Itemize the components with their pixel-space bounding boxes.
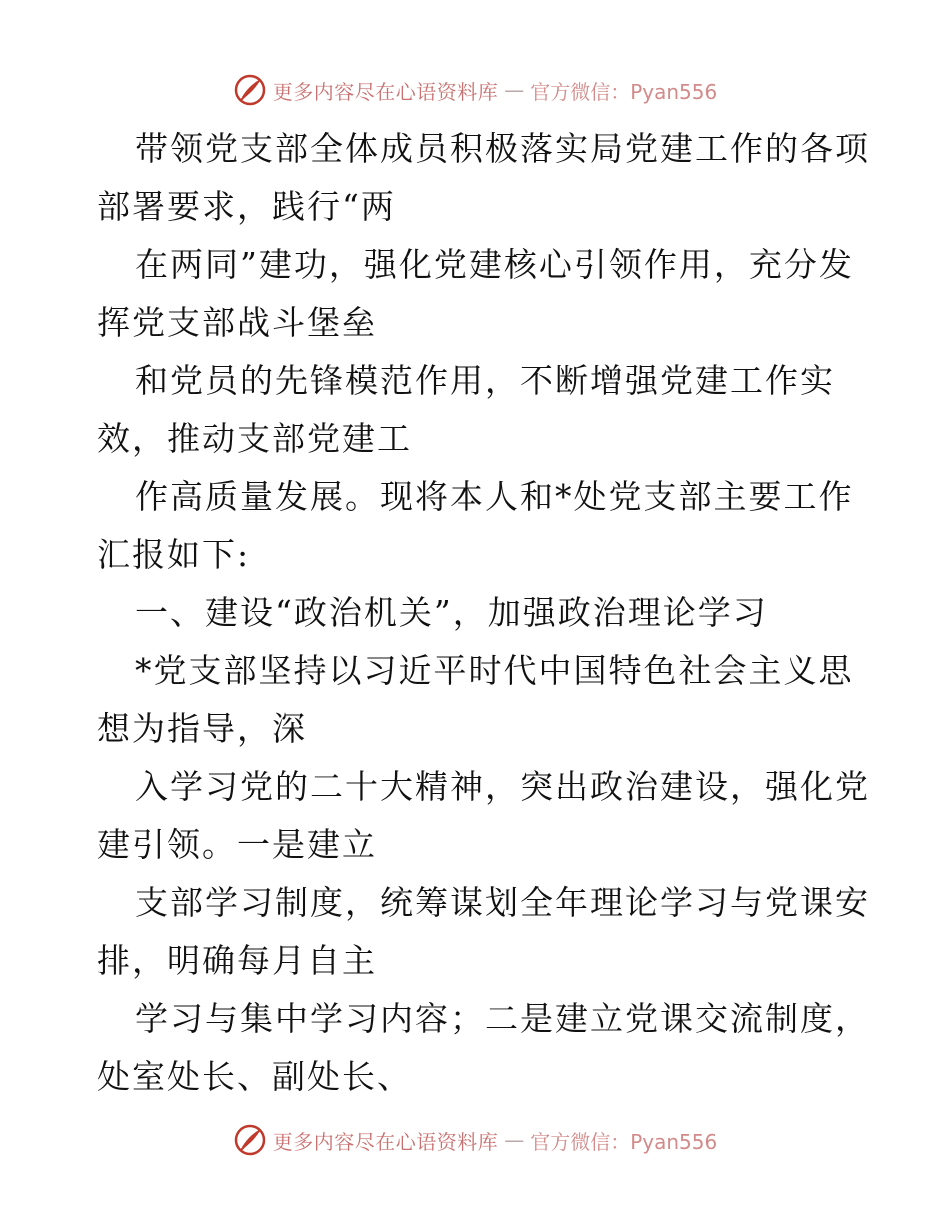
body-line: 挥党支部战斗堡垒 [97,303,377,342]
body-line: 排，明确每月自主 [97,941,377,980]
body-line: 和党员的先锋模范作用，不断增强党建工作实 [135,361,835,400]
body-line: 学习与集中学习内容；二是建立党课交流制度， [135,999,870,1038]
section-heading: 一、建设“政治机关”，加强政治理论学习 [135,593,768,632]
footer-banner [0,1120,950,1160]
banner-sub-text: 官方微信：Pyan556 [530,79,718,104]
header-banner [0,70,950,110]
body-line: 在两同”建功，强化党建核心引领作用，充分发 [135,245,854,284]
body-line: 处室处长、副处长、 [97,1057,412,1096]
banner-separator: — [504,78,525,102]
body-line: 想为指导，深 [97,709,307,748]
body-line: 支部学习制度，统筹谋划全年理论学习与党课安 [135,883,870,922]
banner-sub-text: 官方微信：Pyan556 [530,1129,718,1154]
body-line: 入学习党的二十大精神，突出政治建设，强化党 [135,767,870,806]
body-line: 效，推动支部党建工 [97,419,412,458]
body-line: *党支部坚持以习近平时代中国特色社会主义思 [135,651,854,690]
body-line: 部署要求，践行“两 [97,187,396,226]
banner-main-text: 更多内容尽在心语资料库 [272,79,499,104]
body-line: 汇报如下: [97,535,251,574]
banner-separator: — [504,1128,525,1152]
body-line: 带领党支部全体成员积极落实局党建工作的各项 [135,129,870,168]
body-line: 建引领。一是建立 [97,825,377,864]
document-body [97,120,877,1106]
body-line: 作高质量发展。现将本人和*处党支部主要工作 [135,477,854,516]
banner-main-text: 更多内容尽在心语资料库 [272,1129,499,1154]
quill-logo-icon [233,1123,267,1157]
quill-logo-icon [233,73,267,107]
